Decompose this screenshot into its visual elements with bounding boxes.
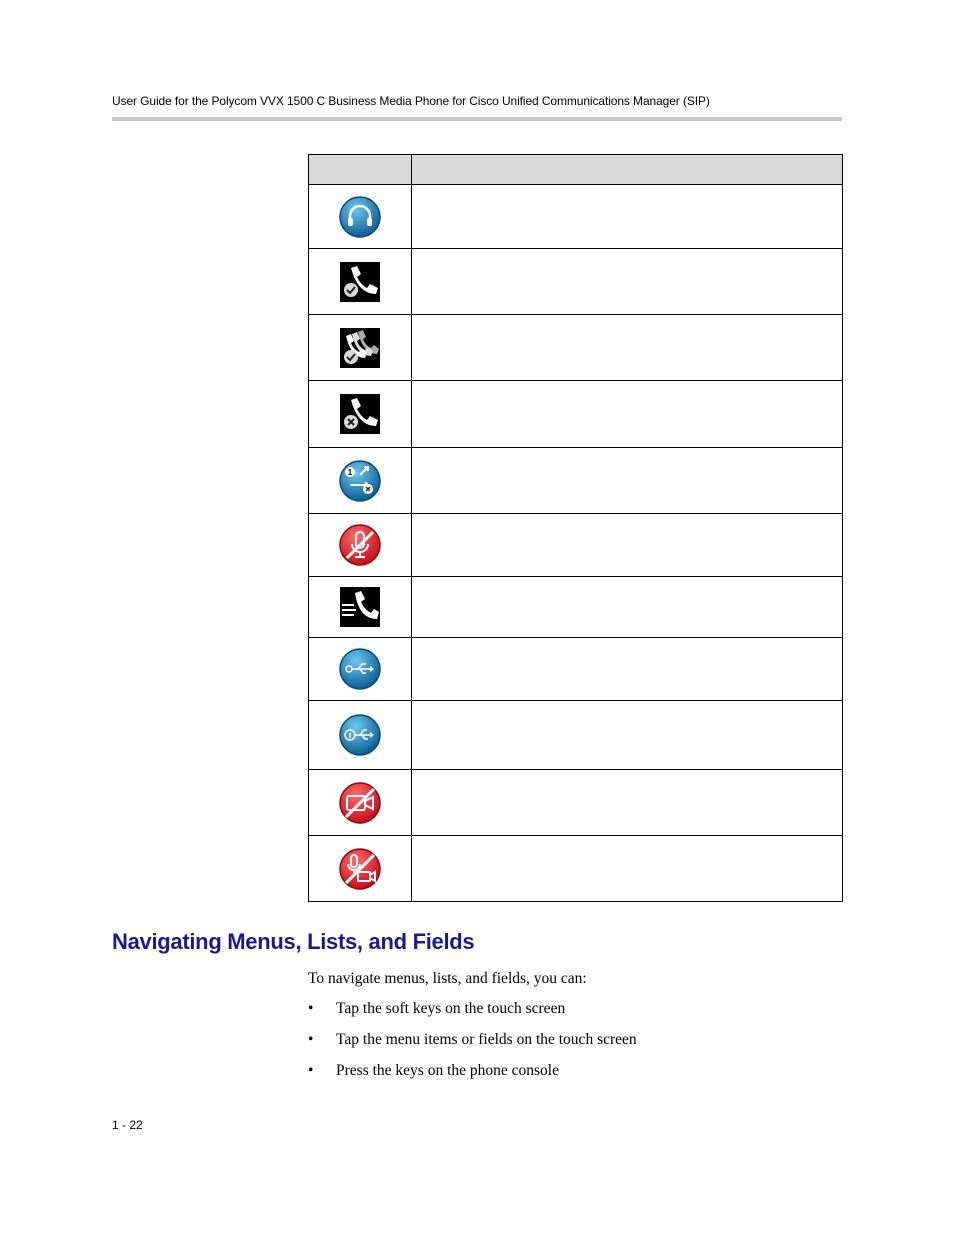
bullet-marker: • xyxy=(308,1031,314,1048)
table-row xyxy=(309,448,843,514)
table-row xyxy=(309,514,843,577)
header-rule xyxy=(112,117,842,121)
icon-cell xyxy=(309,249,412,315)
audio-video-muted-icon xyxy=(338,847,382,891)
table-row xyxy=(309,577,843,638)
icon-cell xyxy=(309,315,412,381)
microphone-muted-icon xyxy=(338,523,382,567)
description-cell xyxy=(412,381,843,448)
description-cell xyxy=(412,448,843,514)
call-hold-check-icon xyxy=(338,260,382,304)
call-error-x-icon xyxy=(338,392,382,436)
list-item xyxy=(308,1000,637,1031)
usb-icon xyxy=(338,647,382,691)
description-cell xyxy=(412,249,843,315)
line-forward-disabled-icon xyxy=(338,459,382,503)
table-header-icon xyxy=(309,155,412,185)
list-item-text: Tap the soft keys on the touch screen xyxy=(336,1000,566,1017)
bullet-marker: • xyxy=(308,1062,314,1079)
table-row xyxy=(309,249,843,315)
running-header: User Guide for the Polycom VVX 1500 C Business Media Phone for Cisco Unified Communications Manager (SIP) xyxy=(112,94,710,108)
icon-table xyxy=(308,154,843,902)
icon-cell xyxy=(309,185,412,249)
icon-cell xyxy=(309,836,412,902)
video-disabled-icon xyxy=(338,781,382,825)
description-cell xyxy=(412,701,843,770)
svg-text:1: 1 xyxy=(347,467,353,477)
table-row xyxy=(309,185,843,249)
multiple-calls-check-icon xyxy=(338,326,382,370)
table-row xyxy=(309,836,843,902)
headset-icon xyxy=(338,195,382,239)
incoming-call-icon xyxy=(338,585,382,629)
description-cell xyxy=(412,836,843,902)
table-row xyxy=(309,381,843,448)
list-item xyxy=(308,1031,637,1062)
table-row xyxy=(309,638,843,701)
table-header-row xyxy=(309,155,843,185)
description-cell xyxy=(412,315,843,381)
usb-info-icon xyxy=(338,713,382,757)
description-cell xyxy=(412,638,843,701)
description-cell xyxy=(412,185,843,249)
list-item xyxy=(308,1062,637,1093)
table-row xyxy=(309,701,843,770)
table-header-description xyxy=(412,155,843,185)
description-cell xyxy=(412,770,843,836)
bullet-list xyxy=(308,1000,637,1093)
list-item-text: Tap the menu items or fields on the touch screen xyxy=(336,1031,637,1048)
section-title: Navigating Menus, Lists, and Fields xyxy=(112,929,475,954)
icon-cell xyxy=(309,448,412,514)
page-number: 1 - 22 xyxy=(112,1118,143,1132)
description-cell xyxy=(412,577,843,638)
icon-cell xyxy=(309,770,412,836)
icon-cell xyxy=(309,381,412,448)
icon-cell xyxy=(309,638,412,701)
bullet-marker: • xyxy=(308,1000,314,1017)
icon-cell xyxy=(309,577,412,638)
intro-paragraph: To navigate menus, lists, and fields, you can: xyxy=(308,970,587,987)
list-item-text: Press the keys on the phone console xyxy=(336,1062,559,1079)
table-row xyxy=(309,315,843,381)
table-row xyxy=(309,770,843,836)
icon-cell xyxy=(309,701,412,770)
description-cell xyxy=(412,514,843,577)
icon-cell xyxy=(309,514,412,577)
